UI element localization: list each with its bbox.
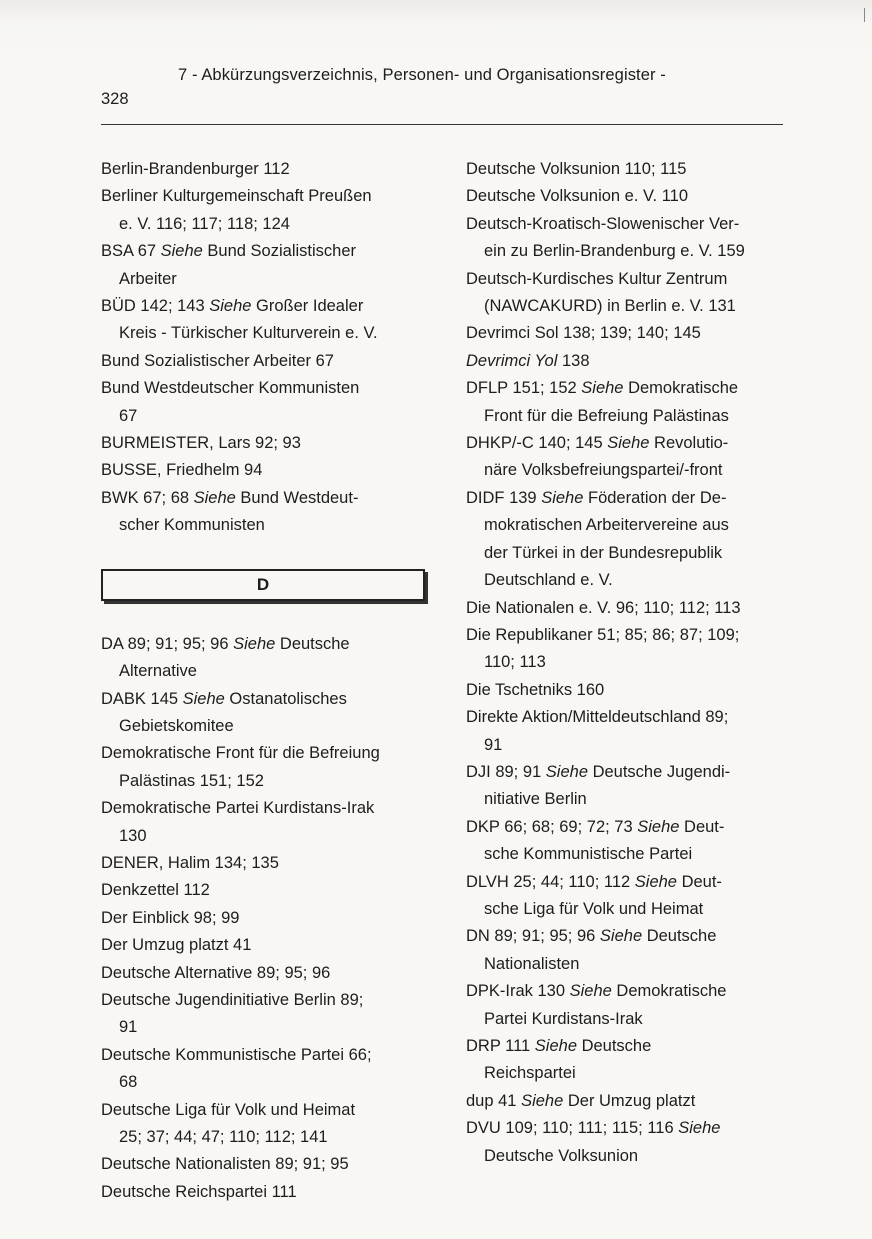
index-entry [101, 1179, 441, 1206]
entry-continuation-line: Deutschland e. V. [484, 571, 613, 590]
entry-continuation-line: 67 [119, 406, 138, 425]
index-entry [101, 156, 441, 183]
index-entry [466, 978, 796, 1033]
index-entry [466, 348, 796, 375]
italic-term: Siehe [581, 379, 624, 398]
entry-line: DA 89; 91; 95; 96 Siehe Deutsche [101, 634, 350, 653]
entry-continuation-line: Gebietskomitee [119, 716, 234, 735]
entry-line: Der Umzug platzt 41 [101, 936, 252, 955]
index-entry [101, 960, 441, 987]
entry-continuation-line: Reichspartei [484, 1064, 576, 1083]
italic-term: Siehe [233, 634, 276, 653]
entry-line: DHKP/-C 140; 145 Siehe Revolutio- [466, 434, 729, 453]
entry-line: DIDF 139 Siehe Föderation der De- [466, 488, 727, 507]
entry-line: Deutsche Jugendinitiative Berlin 89; [101, 990, 364, 1009]
entry-line: Berliner Kulturgemeinschaft Preußen [101, 187, 372, 206]
entry-continuation-line: mokratischen Arbeitervereine aus [484, 516, 729, 535]
running-title: 7 - Abkürzungsverzeichnis, Personen- und Organisationsregister - [178, 66, 666, 84]
entry-continuation-line: Alternative [119, 662, 197, 681]
left-entries-bottom [101, 631, 441, 1207]
italic-term: Siehe [678, 1119, 721, 1138]
italic-term: Siehe [193, 488, 236, 507]
index-entry [466, 677, 796, 704]
index-entry [101, 430, 441, 457]
entry-line: DKP 66; 68; 69; 72; 73 Siehe Deut- [466, 817, 725, 836]
italic-term: Siehe [209, 297, 252, 316]
entry-line: Devrimci Sol 138; 139; 140; 145 [466, 324, 701, 343]
index-entry [101, 905, 441, 932]
entry-line: Die Tschetniks 160 [466, 680, 605, 699]
entry-line: Deutsch-Kroatisch-Slowenischer Ver- [466, 214, 740, 233]
entry-continuation-line: e. V. 116; 117; 118; 124 [119, 214, 290, 233]
scan-artifact-mark [864, 8, 865, 22]
entry-continuation-line: 130 [119, 826, 147, 845]
entry-line: DLVH 25; 44; 110; 112 Siehe Deut- [466, 872, 722, 891]
index-entry [101, 631, 441, 686]
entry-line: dup 41 Siehe Der Umzug platzt [466, 1091, 696, 1110]
section-letter-box [101, 569, 425, 601]
index-entry [101, 987, 441, 1042]
entry-line: DENER, Halim 134; 135 [101, 853, 279, 872]
index-entry [101, 795, 441, 850]
index-entry [466, 156, 796, 183]
italic-term: Siehe [607, 434, 650, 453]
entry-continuation-line: Partei Kurdistans-Irak [484, 1009, 643, 1028]
italic-term: Siehe [521, 1091, 564, 1110]
entry-line: Demokratische Partei Kurdistans-Irak [101, 799, 375, 818]
entry-continuation-line: Deutsche Volksunion [484, 1146, 639, 1165]
entry-line: Deutsche Alternative 89; 95; 96 [101, 963, 331, 982]
entry-line: Die Nationalen e. V. 96; 110; 112; 113 [466, 598, 741, 617]
index-entry [466, 759, 796, 814]
entry-continuation-line: Front für die Befreiung Palästinas [484, 406, 729, 425]
entry-line: BSA 67 Siehe Bund Sozialistischer [101, 242, 357, 261]
entry-line: Deutsche Reichspartei 111 [101, 1182, 297, 1201]
entry-line: BURMEISTER, Lars 92; 93 [101, 434, 301, 453]
index-entry [466, 1115, 796, 1170]
entry-line: DN 89; 91; 95; 96 Siehe Deutsche [466, 927, 717, 946]
entry-line: Bund Sozialistischer Arbeiter 67 [101, 351, 334, 370]
entry-continuation-line: 110; 113 [484, 653, 546, 672]
index-entry [101, 686, 441, 741]
entry-line: Denkzettel 112 [101, 881, 210, 900]
entry-line: Demokratische Front für die Befreiung [101, 744, 380, 763]
entry-line: DFLP 151; 152 Siehe Demokratische [466, 379, 739, 398]
italic-term: Siehe [534, 1037, 577, 1055]
italic-term: Siehe [634, 872, 677, 891]
entry-line: Deutsch-Kurdisches Kultur Zentrum [466, 269, 728, 288]
index-entry [101, 293, 441, 348]
left-column [101, 156, 441, 1206]
index-entry [101, 850, 441, 877]
entry-continuation-line: scher Kommunisten [119, 516, 265, 535]
index-entry [466, 320, 796, 347]
entry-continuation-line: 68 [119, 1073, 138, 1092]
index-entry [101, 348, 441, 375]
entry-continuation-line: sche Kommunistische Partei [484, 845, 693, 864]
entry-continuation-line: sche Liga für Volk und Heimat [484, 899, 704, 918]
index-entry [101, 457, 441, 484]
index-entry [101, 740, 441, 795]
index-entry [466, 183, 796, 210]
entry-continuation-line: nitiative Berlin [484, 790, 587, 809]
entry-line: Der Einblick 98; 99 [101, 908, 240, 927]
index-entry [101, 932, 441, 959]
index-entry [466, 869, 796, 924]
entry-continuation-line: Palästinas 151; 152 [119, 771, 264, 790]
index-entry [466, 266, 796, 321]
right-entries [466, 156, 796, 1170]
index-entry [466, 814, 796, 869]
entry-line: Deutsche Nationalisten 89; 91; 95 [101, 1155, 349, 1174]
index-entry [101, 485, 441, 540]
index-entry [101, 1151, 441, 1178]
entry-continuation-line: der Türkei in der Bundesrepublik [484, 543, 723, 562]
italic-term: Siehe [160, 242, 203, 261]
index-entry [466, 923, 796, 978]
index-entry [466, 375, 796, 430]
index-entry [466, 485, 796, 595]
left-entries-top [101, 156, 441, 540]
italic-term: Siehe [599, 927, 643, 946]
entry-continuation-line: 91 [119, 1018, 138, 1037]
index-entry [101, 1097, 441, 1152]
index-entry [466, 430, 796, 485]
right-column [466, 156, 796, 1170]
entry-line: DABK 145 Siehe Ostanatolisches [101, 689, 347, 708]
entry-line: Direkte Aktion/Mitteldeutschland 89; [466, 708, 729, 727]
entry-line: Berlin-Brandenburger 112 [101, 160, 290, 178]
index-entry [466, 1088, 796, 1115]
entry-continuation-line: Arbeiter [119, 269, 177, 288]
entry-line: DVU 109; 110; 111; 115; 116 Siehe [466, 1119, 721, 1138]
entry-continuation-line: Nationalisten [484, 954, 580, 973]
index-entry [466, 1033, 796, 1088]
index-entry [466, 622, 796, 677]
italic-term: Siehe [541, 488, 584, 507]
entry-line: Deutsche Volksunion e. V. 110 [466, 187, 688, 206]
index-entry [101, 877, 441, 904]
italic-term: Devrimci Yol [466, 351, 558, 370]
italic-term: Siehe [637, 817, 680, 836]
italic-term: Siehe [569, 982, 612, 1001]
index-entry [101, 375, 441, 430]
index-entry [101, 1042, 441, 1097]
entry-continuation-line: näre Volksbefreiungspartei/-front [484, 461, 723, 480]
index-entry [101, 238, 441, 293]
index-entry [466, 595, 796, 622]
entry-line: Die Republikaner 51; 85; 86; 87; 109; [466, 625, 740, 644]
entry-line: Bund Westdeutscher Kommunisten [101, 379, 360, 398]
entry-line: DRP 111 Siehe Deutsche [466, 1037, 652, 1055]
entry-line: BÜD 142; 143 Siehe Großer Idealer [101, 297, 364, 316]
section-letter: D [256, 574, 270, 594]
entry-line: BUSSE, Friedhelm 94 [101, 461, 263, 480]
entry-continuation-line: Kreis - Türkischer Kulturverein e. V. [119, 324, 378, 343]
entry-continuation-line: (NAWCAKURD) in Berlin e. V. 131 [484, 297, 736, 316]
entry-line: Devrimci Yol 138 [466, 351, 590, 370]
entry-line: Deutsche Volksunion 110; 115 [466, 160, 687, 178]
index-entry [466, 211, 796, 266]
entry-continuation-line: ein zu Berlin-Brandenburg e. V. 159 [484, 242, 745, 261]
entry-line: Deutsche Liga für Volk und Heimat [101, 1100, 356, 1119]
entry-continuation-line: 91 [484, 735, 503, 754]
italic-term: Siehe [182, 689, 225, 708]
index-entry [466, 704, 796, 759]
page-number: 328 [101, 90, 129, 108]
index-entry [101, 183, 441, 238]
italic-term: Siehe [545, 762, 588, 781]
entry-line: DPK-Irak 130 Siehe Demokratische [466, 982, 727, 1001]
header-rule [101, 124, 783, 125]
entry-line: BWK 67; 68 Siehe Bund Westdeut- [101, 488, 359, 507]
entry-line: DJI 89; 91 Siehe Deutsche Jugendi- [466, 762, 731, 781]
entry-line: Deutsche Kommunistische Partei 66; [101, 1045, 372, 1064]
entry-continuation-line: 25; 37; 44; 47; 110; 112; 141 [119, 1128, 328, 1146]
